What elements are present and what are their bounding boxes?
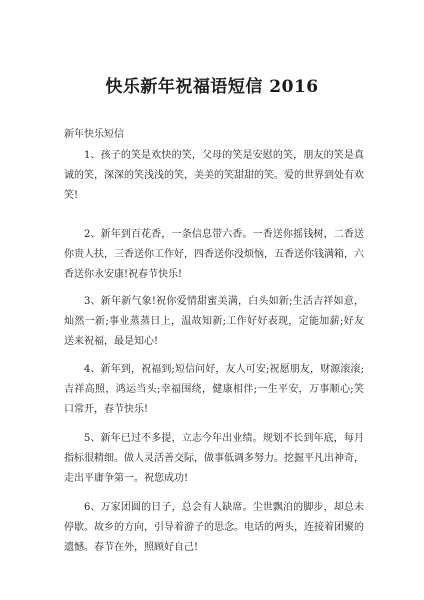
paragraph-text: 5、新年已过不多提，立志今年出业绩。规划不长到年底，每月指标很精细。做人灵活善交际，做事低调多努力。挖掘平凡出神奇，走出平庸争第一。祝您成功! (64, 433, 364, 484)
paragraph-text: 3、新年新气象!祝你爱情甜蜜美满，白头如新;生活吉祥如意，灿然一新;事业蒸蒸日上，温故知新;工作好好表现，定能加薪;好友送来祝福，最是知心! (64, 296, 364, 347)
paragraph-1 (64, 146, 364, 206)
paragraph-5 (64, 429, 364, 489)
paragraph-text: 1、孩子的笑是欢快的笑，父母的笑是安慰的笑，朋友的笑是真诚的笑，深深的笑浅浅的笑，美美的笑甜甜的笑。爱的世界到处有欢笑! (64, 150, 364, 201)
paragraph-2 (64, 225, 364, 285)
document-title: 快乐新年祝福语短信 2016 (105, 77, 319, 97)
paragraph-3 (64, 292, 364, 352)
paragraph-text: 2、新年到百花香，一条信息带六香。一香送你摇钱树，二香送你贵人扶，三香送你工作好，四香送你没烦恼，五香送你钱满箱，六香送你永安康!祝春节快乐! (64, 229, 364, 280)
paragraph-4 (64, 360, 364, 420)
paragraph-6 (64, 498, 364, 558)
document-subtitle: 新年快乐短信 (64, 129, 124, 140)
paragraph-text: 4、新年到，祝福到;短信问好，友人可安;祝愿朋友，财源滚滚;吉祥高照，鸿运当头;幸福围绕，健康相伴;一生平安，万事顺心;笑口常开，春节快乐! (64, 364, 364, 415)
paragraph-text: 6、万家团圆的日子，总会有人缺席。尘世飘泊的脚步，却总未停歇。故乡的方向，引导着游子的思念。电话的两头，连接着团聚的遗憾。春节在外，照顾好自己! (64, 502, 364, 553)
